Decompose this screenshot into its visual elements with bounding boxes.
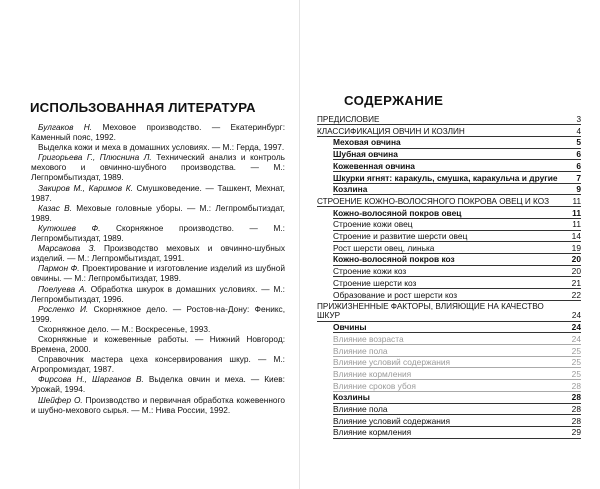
entry-author: Марсакова З. (38, 243, 96, 254)
toc-entry (333, 347, 581, 357)
toc-entry-page: 24 (571, 333, 581, 344)
bibliography-entry (31, 122, 285, 142)
toc-entry-title: Козлина (333, 184, 368, 195)
toc-entry-page: 24 (571, 322, 581, 333)
entry-author: Кутюшев Ф. (38, 222, 101, 233)
toc-entry-page: 11 (572, 219, 581, 230)
toc-entry (333, 220, 581, 230)
toc-entry-page: 11 (572, 207, 581, 218)
toc-entry (317, 197, 581, 207)
toc-entry (333, 209, 581, 219)
toc-entry-page: 22 (571, 289, 581, 300)
entry-author: Шейфер О. (38, 394, 83, 405)
entry-text: Производство меховых и овчинно-шубных изделий. — М.: Легпромбытиздат, 1991. (31, 243, 285, 264)
toc-entry-page: 29 (571, 427, 581, 438)
entry-text: Скорняжное дело. — М.: Воскресенье, 1993. (38, 323, 211, 334)
entry-text: Меховые головные уборы. — М.: Легпромбытиздат, 1989. (31, 202, 285, 223)
bibliography-title: ИСПОЛЬЗОВАННАЯ ЛИТЕРАТУРА (30, 100, 256, 115)
toc-entry-page: 28 (571, 392, 581, 403)
toc-entry-page: 7 (576, 172, 581, 183)
toc-entry-page: 20 (571, 266, 581, 277)
toc-entry-page: 5 (576, 137, 581, 148)
toc-entry-title: Влияние возраста (333, 333, 404, 344)
toc-list (317, 115, 581, 440)
toc-entry-page: 28 (571, 380, 581, 391)
toc-entry-title: Влияние пола (333, 404, 388, 415)
bibliography-entry (31, 374, 285, 394)
toc-entry-title: СТРОЕНИЕ КОЖНО-ВОЛОСЯНОГО ПОКРОВА ОВЕЦ И КОЗ (317, 196, 550, 206)
toc-entry (333, 382, 581, 392)
entry-author: Григорьева Г., Плюснина Л. (38, 152, 152, 163)
entry-author: Поелуева А. (38, 283, 87, 294)
toc-entry-title: ПРЕДИСЛОВИЕ (317, 115, 380, 124)
entry-text: Меховое производство. — Екатеринбург: Каменный пояс, 1992. (31, 122, 285, 143)
bibliography-entry (31, 223, 285, 243)
bibliography-list (31, 122, 285, 415)
toc-entry (333, 150, 581, 160)
toc-entry (333, 255, 581, 265)
entry-text: Выделка кожи и меха в домашних условиях. — М.: Герда, 1997. (38, 142, 285, 153)
toc-entry-title: Овчины (333, 322, 367, 333)
toc-entry-page: 25 (571, 357, 581, 368)
bibliography-entry (31, 183, 285, 203)
entry-text: Смушковедение. — Ташкент, Мехнат, 1987. (31, 182, 285, 203)
toc-entry-page: 4 (576, 126, 581, 136)
toc-entry-title: Строение шерсти коз (333, 277, 417, 288)
bibliography-entry (31, 152, 285, 182)
entry-text: Скорняжное дело. — Ростов-на-Дону: Феникс, 1999. (31, 303, 285, 324)
toc-entry-page: 14 (571, 231, 581, 242)
toc-entry-title: Влияние кормления (333, 368, 412, 379)
toc-entry-title: Влияние кормления (333, 427, 412, 438)
toc-entry-title: Шубная овчина (333, 149, 398, 160)
toc-entry (333, 232, 581, 242)
entry-text: Скорняжное производство. — М.: Легпромбытиздат, 1989. (31, 222, 285, 244)
toc-entry-title: КЛАССИФИКАЦИЯ ОВЧИН И КОЗЛИН (317, 126, 465, 136)
toc-entry-title: Кожно-волосяной покров коз (333, 254, 455, 265)
bibliography-entry (31, 142, 285, 152)
entry-author: Росленко И. (38, 303, 89, 314)
toc-entry-title: Кожевенная овчина (333, 160, 415, 171)
toc-entry-page: 28 (571, 415, 581, 426)
entry-author: Фирсова Н., Шарганов В. (38, 374, 144, 385)
toc-entry-page: 21 (571, 277, 581, 288)
entry-text: Выделка овчин и меха. — Киев: Урожай, 1994. (31, 374, 285, 395)
bibliography-entry (31, 334, 285, 354)
bibliography-entry (31, 395, 285, 415)
toc-entry (333, 405, 581, 415)
toc-entry-title: Козлины (333, 392, 370, 403)
entry-author: Булгаков Н. (38, 122, 93, 132)
bibliography-entry (31, 263, 285, 283)
entry-text: Справочник мастера цеха консервирования шкур. — М.: Агропромиздат, 1987. (31, 354, 285, 375)
bibliography-entry (31, 304, 285, 324)
toc-entry (317, 127, 581, 137)
toc-entry-page: 6 (576, 160, 581, 171)
toc-entry-title: Влияние условий содержания (333, 415, 451, 426)
bibliography-entry (31, 243, 285, 263)
toc-entry-title: Шкурки ягнят: каракуль, смушка, каракульча и другие (333, 172, 558, 183)
entry-author: Закиров М., Каримов К. (38, 182, 133, 193)
bibliography-entry (31, 284, 285, 304)
toc-entry-title: Кожно-волосяной покров овец (333, 207, 462, 218)
entry-text: Производство и первичная обработка кожевенного и шубно-мехового сырья. — М.: Нива России, 1992. (31, 394, 285, 415)
entry-text: Технический анализ и контроль мехового и овчинно-шубного производства. — М.: Легпромбытиздат, 1989. (31, 152, 285, 183)
entry-text: Проектирование и изготовление изделий из шубной овчины. — М.: Легпромбытиздат, 1989. (31, 263, 285, 284)
toc-entry (333, 393, 581, 403)
toc-entry-title: ПРИЖИЗНЕННЫЕ ФАКТОРЫ, ВЛИЯЮЩИЕ НА КАЧЕСТВО ШКУР (317, 302, 544, 321)
entry-text: Обработка шкурок в домашних условиях. — М.: Легпромбытиздат, 1996. (31, 283, 285, 304)
entry-author: Пармон Ф. (38, 263, 80, 274)
toc-entry-page: 28 (571, 404, 581, 415)
toc-entry-page: 3 (576, 115, 581, 124)
toc-entry-title: Строение кожи овец (333, 219, 413, 230)
toc-entry (333, 185, 581, 195)
right-page (300, 0, 600, 489)
toc-entry (333, 291, 581, 301)
toc-entry (333, 138, 581, 148)
entry-author: Казас В. (38, 202, 72, 213)
toc-entry-page: 6 (576, 149, 581, 160)
toc-entry-title: Меховая овчина (333, 137, 401, 148)
toc-entry-page: 20 (571, 254, 581, 265)
toc-entry (333, 428, 581, 438)
bibliography-entry (31, 324, 285, 334)
toc-entry-page: 25 (571, 345, 581, 356)
toc-entry (333, 244, 581, 254)
toc-entry-page: 25 (571, 368, 581, 379)
toc-entry-title: Образование и рост шерсти коз (333, 289, 458, 300)
toc-entry (333, 174, 581, 184)
toc-entry-title: Влияние сроков убоя (333, 380, 416, 391)
toc-entry (333, 162, 581, 172)
toc-title: СОДЕРЖАНИЕ (344, 93, 444, 108)
entry-text: Скорняжные и кожевенные работы. — Нижний Новгород: Времена, 2000. (31, 333, 285, 355)
toc-entry (333, 370, 581, 380)
toc-entry-page: 9 (576, 184, 581, 195)
toc-entry-page: 24 (571, 311, 581, 321)
bibliography-entry (31, 354, 285, 374)
toc-entry (333, 279, 581, 289)
toc-entry (317, 302, 581, 321)
toc-entry (333, 358, 581, 368)
toc-entry (317, 115, 581, 125)
toc-entry-page: 19 (571, 242, 581, 253)
toc-entry (333, 417, 581, 427)
bibliography-entry (31, 203, 285, 223)
toc-entry-title: Строение кожи коз (333, 266, 407, 277)
toc-entry (333, 323, 581, 333)
toc-entry-page: 11 (572, 196, 581, 206)
toc-entry (333, 335, 581, 345)
toc-entry-title: Строение и развитие шерсти овец (333, 231, 468, 242)
toc-entry-title: Влияние условий содержания (333, 357, 451, 368)
toc-entry (333, 267, 581, 277)
toc-entry-title: Рост шерсти овец, линька (333, 242, 435, 253)
toc-entry-title: Влияние пола (333, 345, 388, 356)
